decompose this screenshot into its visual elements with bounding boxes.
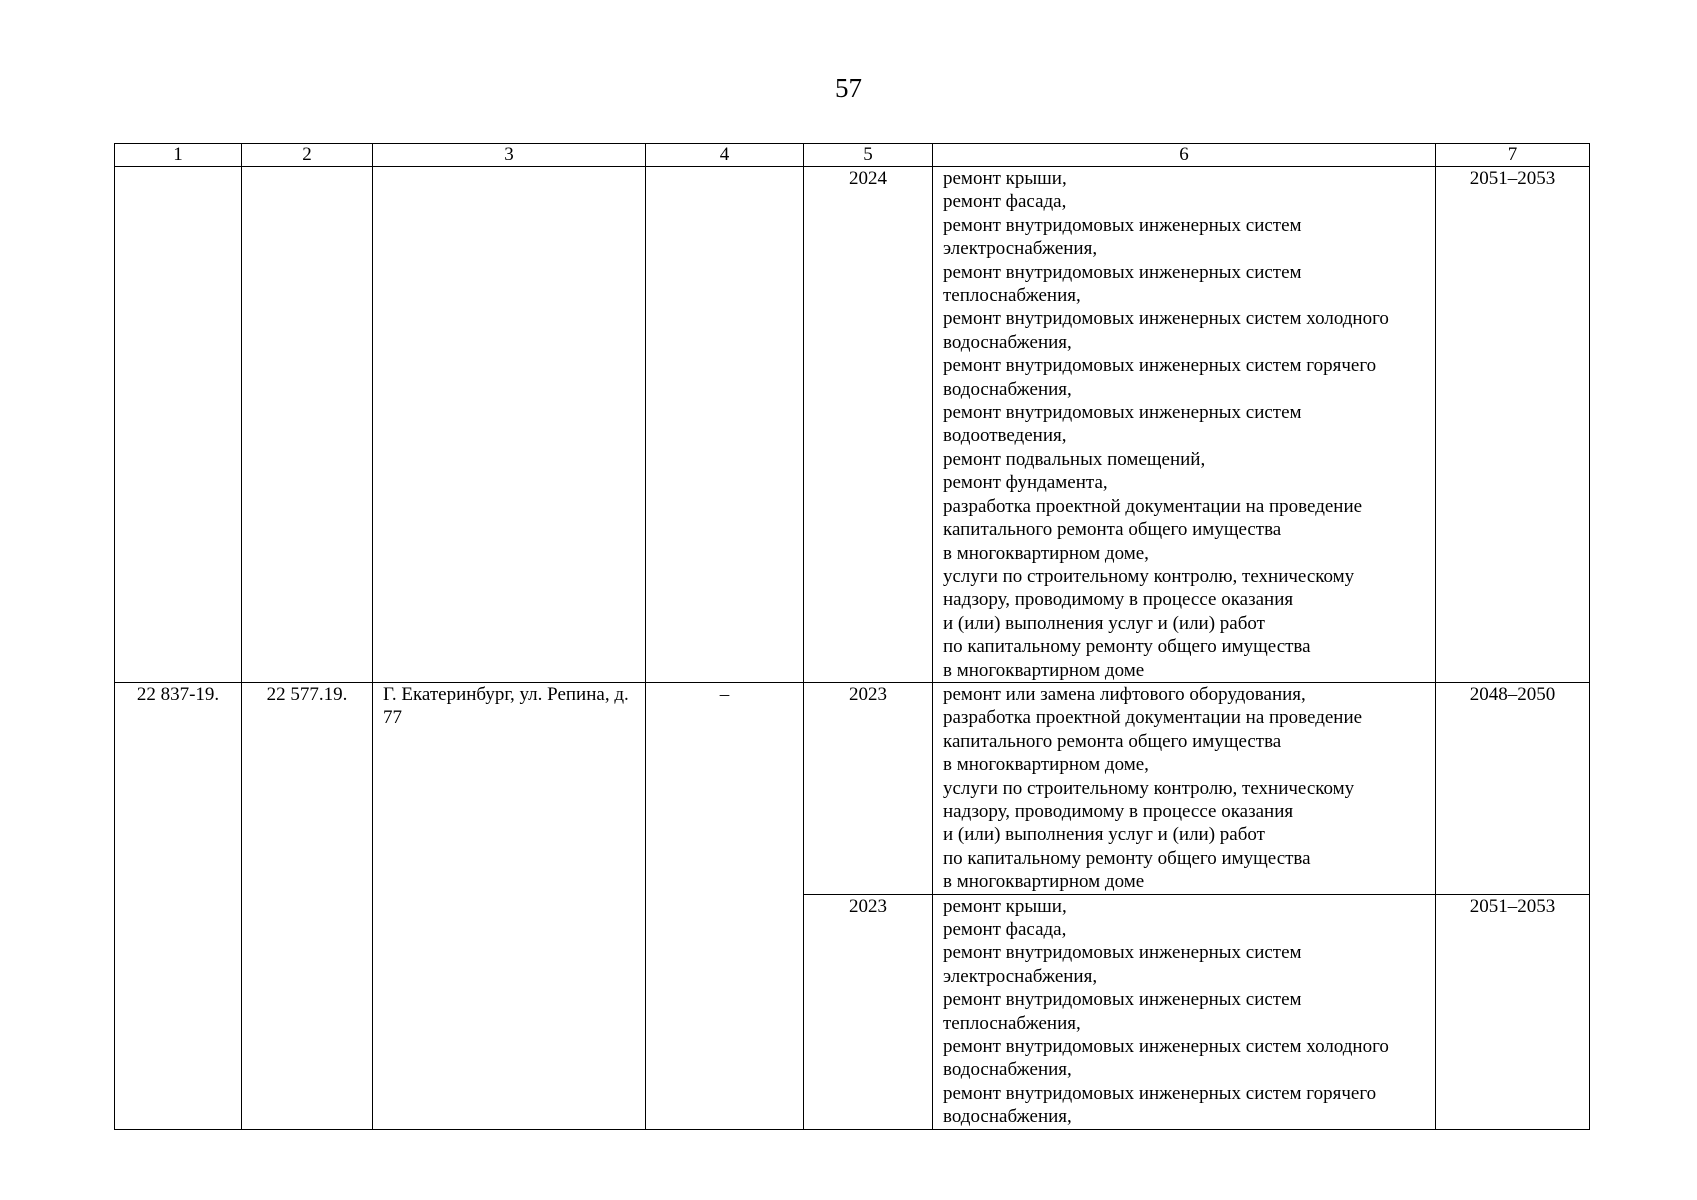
- work-item: ремонт фасада,: [943, 191, 1067, 213]
- work-item: теплоснабжения,: [943, 285, 1081, 307]
- work-item: и (или) выполнения услуг и (или) работ: [943, 612, 1265, 634]
- work-item: электроснабжения,: [943, 965, 1098, 987]
- work-item: ремонт крыши,: [943, 895, 1067, 917]
- work-item: ремонт внутридомовых инженерных систем: [943, 989, 1302, 1011]
- work-item: разработка проектной документации на проведение: [943, 707, 1363, 729]
- work-item: надзору, проводимому в процессе оказания: [943, 800, 1294, 822]
- cell-period: 2048–2050: [1436, 682, 1590, 894]
- table-row: [115, 167, 1590, 683]
- work-item: услуги по строительному контролю, техническому: [943, 565, 1355, 587]
- cell-number: [115, 167, 242, 683]
- cell-col4: –: [646, 682, 804, 1129]
- cell-col4: [646, 167, 804, 683]
- cell-period: 2051–2053: [1436, 167, 1590, 683]
- work-item: ремонт внутридомовых инженерных систем горячего: [943, 355, 1377, 377]
- table-row: [115, 682, 1590, 894]
- column-header-4: 4: [646, 144, 804, 167]
- cell-year: 2024: [804, 167, 933, 683]
- work-item: ремонт внутридомовых инженерных систем холодного: [943, 1036, 1389, 1058]
- cell-year: 2023: [804, 894, 933, 1129]
- work-item: ремонт внутридомовых инженерных систем горячего: [943, 1082, 1377, 1104]
- work-item: водоснабжения,: [943, 1059, 1072, 1081]
- work-item: водоснабжения,: [943, 1106, 1072, 1128]
- cell-period: 2051–2053: [1436, 894, 1590, 1129]
- work-item: ремонт фундамента,: [943, 472, 1108, 494]
- column-number-row: [115, 144, 1590, 167]
- capital-repair-table: [114, 143, 1590, 1130]
- work-item: в многоквартирном доме: [943, 659, 1145, 681]
- work-item: электроснабжения,: [943, 238, 1098, 260]
- work-item: ремонт подвальных помещений,: [943, 448, 1206, 470]
- column-header-3: 3: [373, 144, 646, 167]
- work-item: водоотведения,: [943, 425, 1067, 447]
- cell-works-list: [933, 167, 1436, 683]
- work-item: услуги по строительному контролю, техническому: [943, 777, 1355, 799]
- cell-address: [373, 167, 646, 683]
- work-item: капитального ремонта общего имущества: [943, 730, 1282, 752]
- cell-works-list: [933, 894, 1436, 1129]
- cell-year: 2023: [804, 682, 933, 894]
- work-item: по капитальному ремонту общего имущества: [943, 636, 1311, 658]
- work-item: теплоснабжения,: [943, 1012, 1081, 1034]
- work-item: разработка проектной документации на проведение: [943, 495, 1363, 517]
- page-number: 57: [835, 73, 862, 103]
- cell-number-2: [242, 167, 373, 683]
- cell-number: 22 837-19.: [115, 682, 242, 1129]
- column-header-2: 2: [242, 144, 373, 167]
- work-item: в многоквартирном доме,: [943, 542, 1149, 564]
- work-item: ремонт внутридомовых инженерных систем: [943, 214, 1302, 236]
- work-item: ремонт внутридомовых инженерных систем: [943, 942, 1302, 964]
- column-header-6: 6: [933, 144, 1436, 167]
- work-item: в многоквартирном доме: [943, 871, 1145, 893]
- work-item: водоснабжения,: [943, 378, 1072, 400]
- work-item: и (или) выполнения услуг и (или) работ: [943, 824, 1265, 846]
- column-header-7: 7: [1436, 144, 1590, 167]
- work-item: водоснабжения,: [943, 331, 1072, 353]
- cell-address: Г. Екатеринбург, ул. Репина, д. 77: [373, 682, 646, 1129]
- work-item: в многоквартирном доме,: [943, 754, 1149, 776]
- cell-number-2: 22 577.19.: [242, 682, 373, 1129]
- work-item: ремонт крыши,: [943, 168, 1067, 189]
- cell-works-list: [933, 682, 1436, 894]
- work-item: капитального ремонта общего имущества: [943, 519, 1282, 541]
- work-item: ремонт внутридомовых инженерных систем: [943, 261, 1302, 283]
- work-item: по капитальному ремонту общего имущества: [943, 847, 1311, 869]
- work-item: надзору, проводимому в процессе оказания: [943, 589, 1294, 611]
- work-item: ремонт внутридомовых инженерных систем: [943, 402, 1302, 424]
- work-item: ремонт или замена лифтового оборудования,: [943, 683, 1306, 705]
- work-item: ремонт фасада,: [943, 919, 1067, 940]
- column-header-1: 1: [115, 144, 242, 167]
- column-header-5: 5: [804, 144, 933, 167]
- work-item: ремонт внутридомовых инженерных систем холодного: [943, 308, 1389, 330]
